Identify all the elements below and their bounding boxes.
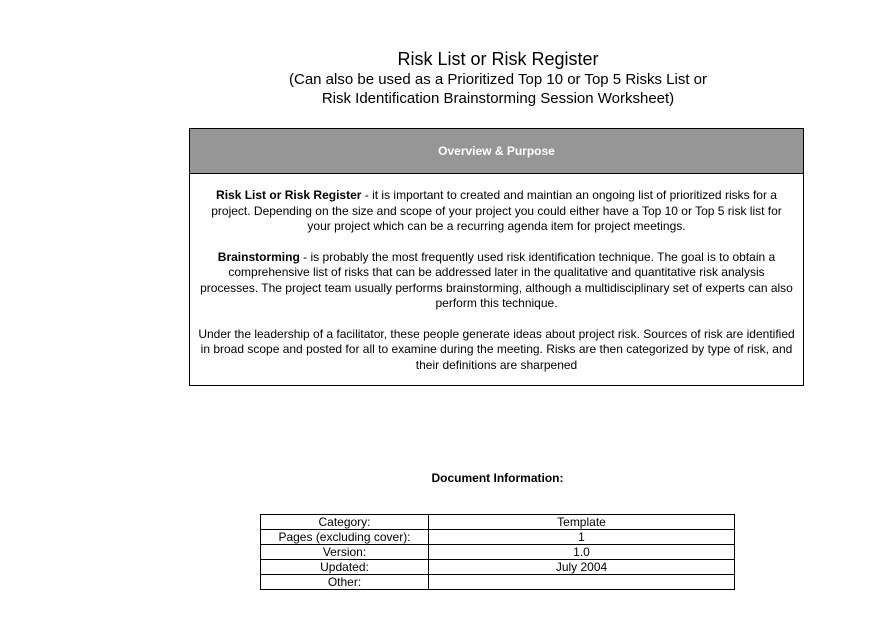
paragraph-text: Under the leadership of a facilitator, these people generate ideas about project risk. Sources of risk are identified in broad scope and posted for all to examine during the meeting. Risks are then categorized by type of risk, and their definitions are sharpened xyxy=(198,326,795,372)
row-label: Other: xyxy=(261,575,429,590)
overview-heading: Overview & Purpose xyxy=(190,129,803,174)
page-title: Risk List or Risk Register xyxy=(397,49,599,69)
table-row xyxy=(261,515,735,530)
paragraph-text: - it is important to created and maintian an ongoing list of prioritized risks for a project. Depending on the size and scope of your project you could either have a Top 10 or Top 5 risk list for your project which can be a recurring agenda item for project meetings. xyxy=(211,188,782,233)
table-row xyxy=(261,530,735,545)
paragraph-risk-list xyxy=(198,188,795,235)
subtitle-line-2: Risk Identification Brainstorming Session Worksheet) xyxy=(321,90,675,107)
row-label: Category: xyxy=(261,515,429,530)
row-value: July 2004 xyxy=(429,560,735,575)
row-value: 1 xyxy=(429,530,735,545)
title-block xyxy=(0,48,889,108)
document-info-table xyxy=(260,514,735,590)
paragraph-facilitator xyxy=(198,327,795,374)
overview-body xyxy=(190,174,803,373)
table-row xyxy=(261,575,735,590)
paragraph-text: - is probably the most frequently used risk identification technique. The goal is to obtain a comprehensive list of risks that can be addressed later in the qualitative and quantitative risk analysis processes. The project team usually performs brainstorming, although a multidisciplinary set of experts can also perform this technique. xyxy=(200,249,793,310)
table-row xyxy=(261,560,735,575)
row-label: Pages (excluding cover): xyxy=(261,530,429,545)
row-label: Version: xyxy=(261,545,429,560)
row-value: Template xyxy=(429,515,735,530)
table-row xyxy=(261,545,735,560)
term-brainstorming: Brainstorming xyxy=(217,249,300,264)
row-label: Updated: xyxy=(261,560,429,575)
term-risk-list: Risk List or Risk Register xyxy=(216,188,362,202)
paragraph-brainstorming xyxy=(198,250,795,312)
overview-box xyxy=(189,128,804,386)
row-value xyxy=(429,575,735,590)
subtitle-line-1: (Can also be used as a Prioritized Top 10 or Top 5 Risks List or xyxy=(289,71,707,88)
row-value: 1.0 xyxy=(429,545,735,560)
document-info-title: Document Information: xyxy=(431,471,564,485)
